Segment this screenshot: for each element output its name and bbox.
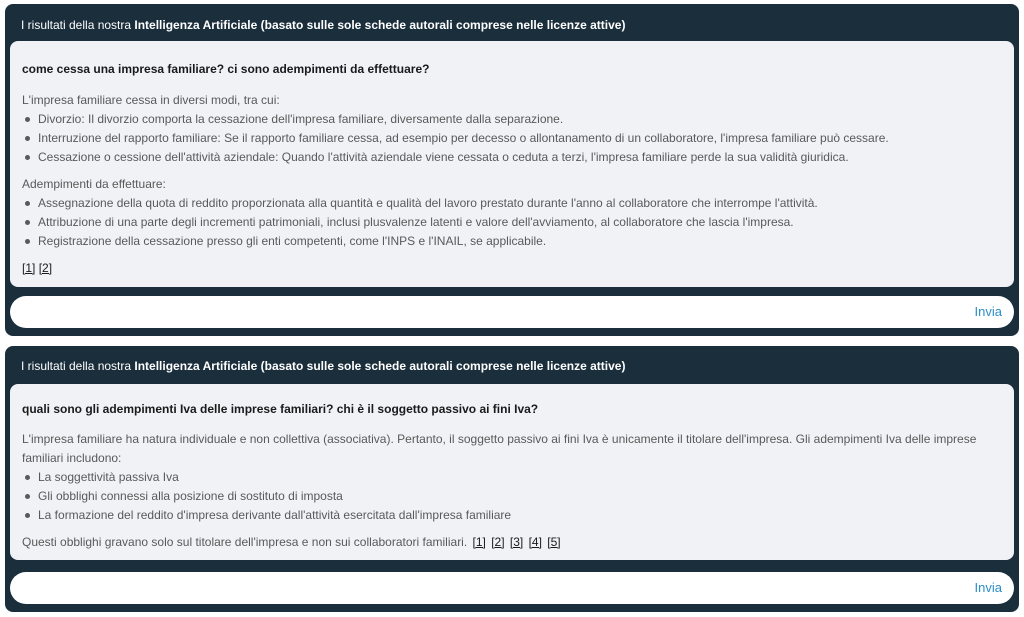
send-button[interactable]: Invia [974, 304, 1002, 319]
closing-text: Questi obblighi gravano solo sul titolare dell'impresa e non sui collaboratori familiari. [22, 535, 468, 549]
reference-link[interactable]: [1] [472, 535, 486, 549]
list-item: Assegnazione della quota di reddito proporzionata alla quantità e qualità del lavoro prestato durante l'anno al collaboratore che interrompe l'attività. [22, 194, 1000, 213]
panel-header [21, 359, 625, 373]
ai-result-panel [5, 346, 1019, 612]
reference-link[interactable]: [2] [491, 535, 505, 549]
send-button[interactable]: Invia [974, 580, 1002, 595]
answer-card [10, 41, 1014, 287]
header-prefix: I risultati della nostra [21, 18, 135, 32]
list-item: Interruzione del rapporto familiare: Se il rapporto familiare cessa, ad esempio per decesso o allontanamento di un collaboratore, l'impresa familiare può cessare. [22, 129, 1000, 148]
panel-header [21, 18, 625, 32]
question-input-bar [10, 572, 1014, 604]
references [22, 259, 1000, 278]
question-input[interactable] [22, 300, 926, 326]
answer-list [22, 194, 1000, 251]
reference-link[interactable]: [3] [509, 535, 524, 549]
answer-text [22, 91, 1000, 278]
question-input[interactable] [22, 576, 926, 602]
list-item: Divorzio: Il divorzio comporta la cessazione dell'impresa familiare, diversamente dalla separazione. [22, 110, 1000, 129]
list-item: Attribuzione di una parte degli incrementi patrimoniali, inclusi plusvalenze latenti e valore dell'avviamento, al collaboratore che lascia l'impresa. [22, 213, 1000, 232]
list-item: La formazione del reddito d'impresa derivante dall'attività esercitata dall'impresa familiare [22, 506, 1000, 525]
answer-closing [22, 533, 1000, 552]
header-bold: Intelligenza Artificiale (basato sulle sole schede autorali comprese nelle licenze attive) [134, 359, 626, 373]
list-item: Gli obblighi connessi alla posizione di sostituto di imposta [22, 487, 1000, 506]
list-item: La soggettività passiva Iva [22, 468, 1000, 487]
answer-list [22, 110, 1000, 167]
reference-link[interactable]: [5] [547, 535, 561, 549]
answer-list [22, 468, 1000, 525]
header-bold: Intelligenza Artificiale (basato sulle sole schede autorali comprese nelle licenze attive) [134, 18, 626, 32]
answer-text [22, 430, 1000, 552]
answer-intro: L'impresa familiare cessa in diversi modi, tra cui: [22, 93, 280, 107]
question-text: quali sono gli adempimenti Iva delle imprese familiari? chi è il soggetto passivo ai fini Iva? [22, 402, 539, 416]
list-item: Cessazione o cessione dell'attività aziendale: Quando l'attività aziendale viene cessata o ceduta a terzi, l'impresa familiare perde la sua validità giuridica. [22, 148, 1000, 167]
answer-card [10, 384, 1014, 560]
question-text: come cessa una impresa familiare? ci sono adempimenti da effettuare? [22, 62, 430, 76]
reference-link[interactable]: [2] [38, 261, 53, 275]
reference-link[interactable]: [1] [22, 261, 36, 275]
list-item: Registrazione della cessazione presso gli enti competenti, come l'INPS e l'INAIL, se applicabile. [22, 232, 1000, 251]
reference-link[interactable]: [4] [528, 535, 542, 549]
answer-intro: L'impresa familiare ha natura individuale e non collettiva (associativa). Pertanto, il soggetto passivo ai fini Iva è unicamente il titolare dell'impresa. Gli adempimenti Iva delle imprese familiari includono: [22, 432, 977, 465]
question-input-bar [10, 296, 1014, 328]
ai-result-panel [5, 4, 1019, 336]
answer-subheading: Adempimenti da effettuare: [22, 177, 166, 191]
header-prefix: I risultati della nostra [21, 359, 135, 373]
